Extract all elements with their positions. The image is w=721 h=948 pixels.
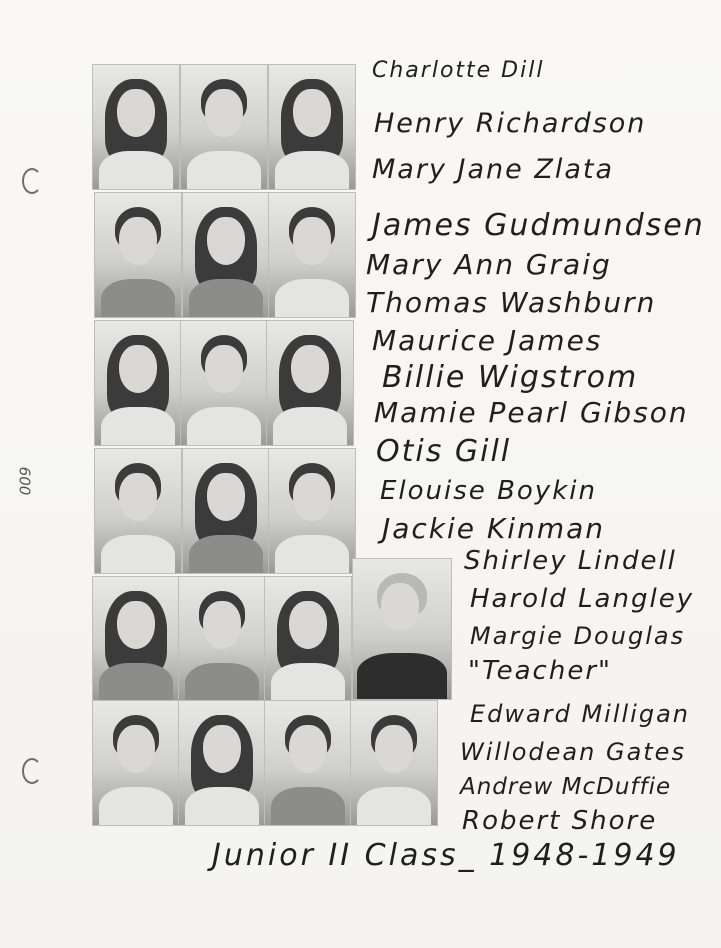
student-name: Harold Langley [470, 584, 695, 614]
binder-hole-top [22, 168, 42, 194]
student-name: Mary Jane Zlata [372, 154, 614, 185]
portrait-photo [182, 192, 270, 318]
portrait-photo [92, 64, 180, 190]
teacher-label: "Teacher" [468, 656, 612, 686]
student-name: Billie Wigstrom [382, 360, 639, 395]
portrait-photo [350, 700, 438, 826]
student-name: Willodean Gates [460, 738, 686, 766]
binder-hole-bottom [22, 758, 42, 784]
student-name: Henry Richardson [374, 108, 647, 139]
portrait-photo [178, 700, 266, 826]
portrait-photo [268, 64, 356, 190]
portrait-photo [180, 64, 268, 190]
portrait-photo [268, 192, 356, 318]
student-name: Shirley Lindell [464, 546, 677, 576]
page-number: 600 [15, 466, 34, 496]
student-name: Jackie Kinman [382, 512, 605, 545]
portrait-photo [178, 576, 266, 702]
student-name: Margie Douglas [470, 622, 686, 650]
student-name: Andrew McDuffie [460, 774, 672, 800]
student-name: Maurice James [372, 324, 603, 357]
student-name: Charlotte Dill [372, 58, 545, 83]
portrait-photo [180, 320, 268, 446]
portrait-photo [94, 448, 182, 574]
student-name: Otis Gill [376, 434, 512, 469]
student-name: James Gudmundsen [372, 208, 705, 243]
portrait-photo [94, 320, 182, 446]
student-name: Mamie Pearl Gibson [374, 396, 689, 429]
portrait-photo [92, 576, 180, 702]
portrait-photo [92, 700, 180, 826]
class-caption: Junior II Class_ 1948-1949 [212, 838, 680, 873]
portrait-photo [94, 192, 182, 318]
student-name: Edward Milligan [470, 700, 690, 728]
portrait-photo [264, 700, 352, 826]
portrait-photo [264, 576, 352, 702]
student-name: Thomas Washburn [366, 286, 657, 319]
portrait-photo [268, 448, 356, 574]
portrait-photo [266, 320, 354, 446]
student-name: Robert Shore [462, 806, 658, 836]
portrait-photo [182, 448, 270, 574]
student-name: Elouise Boykin [380, 476, 597, 506]
student-name: Mary Ann Graig [366, 248, 612, 281]
teacher-portrait-photo [352, 558, 452, 700]
